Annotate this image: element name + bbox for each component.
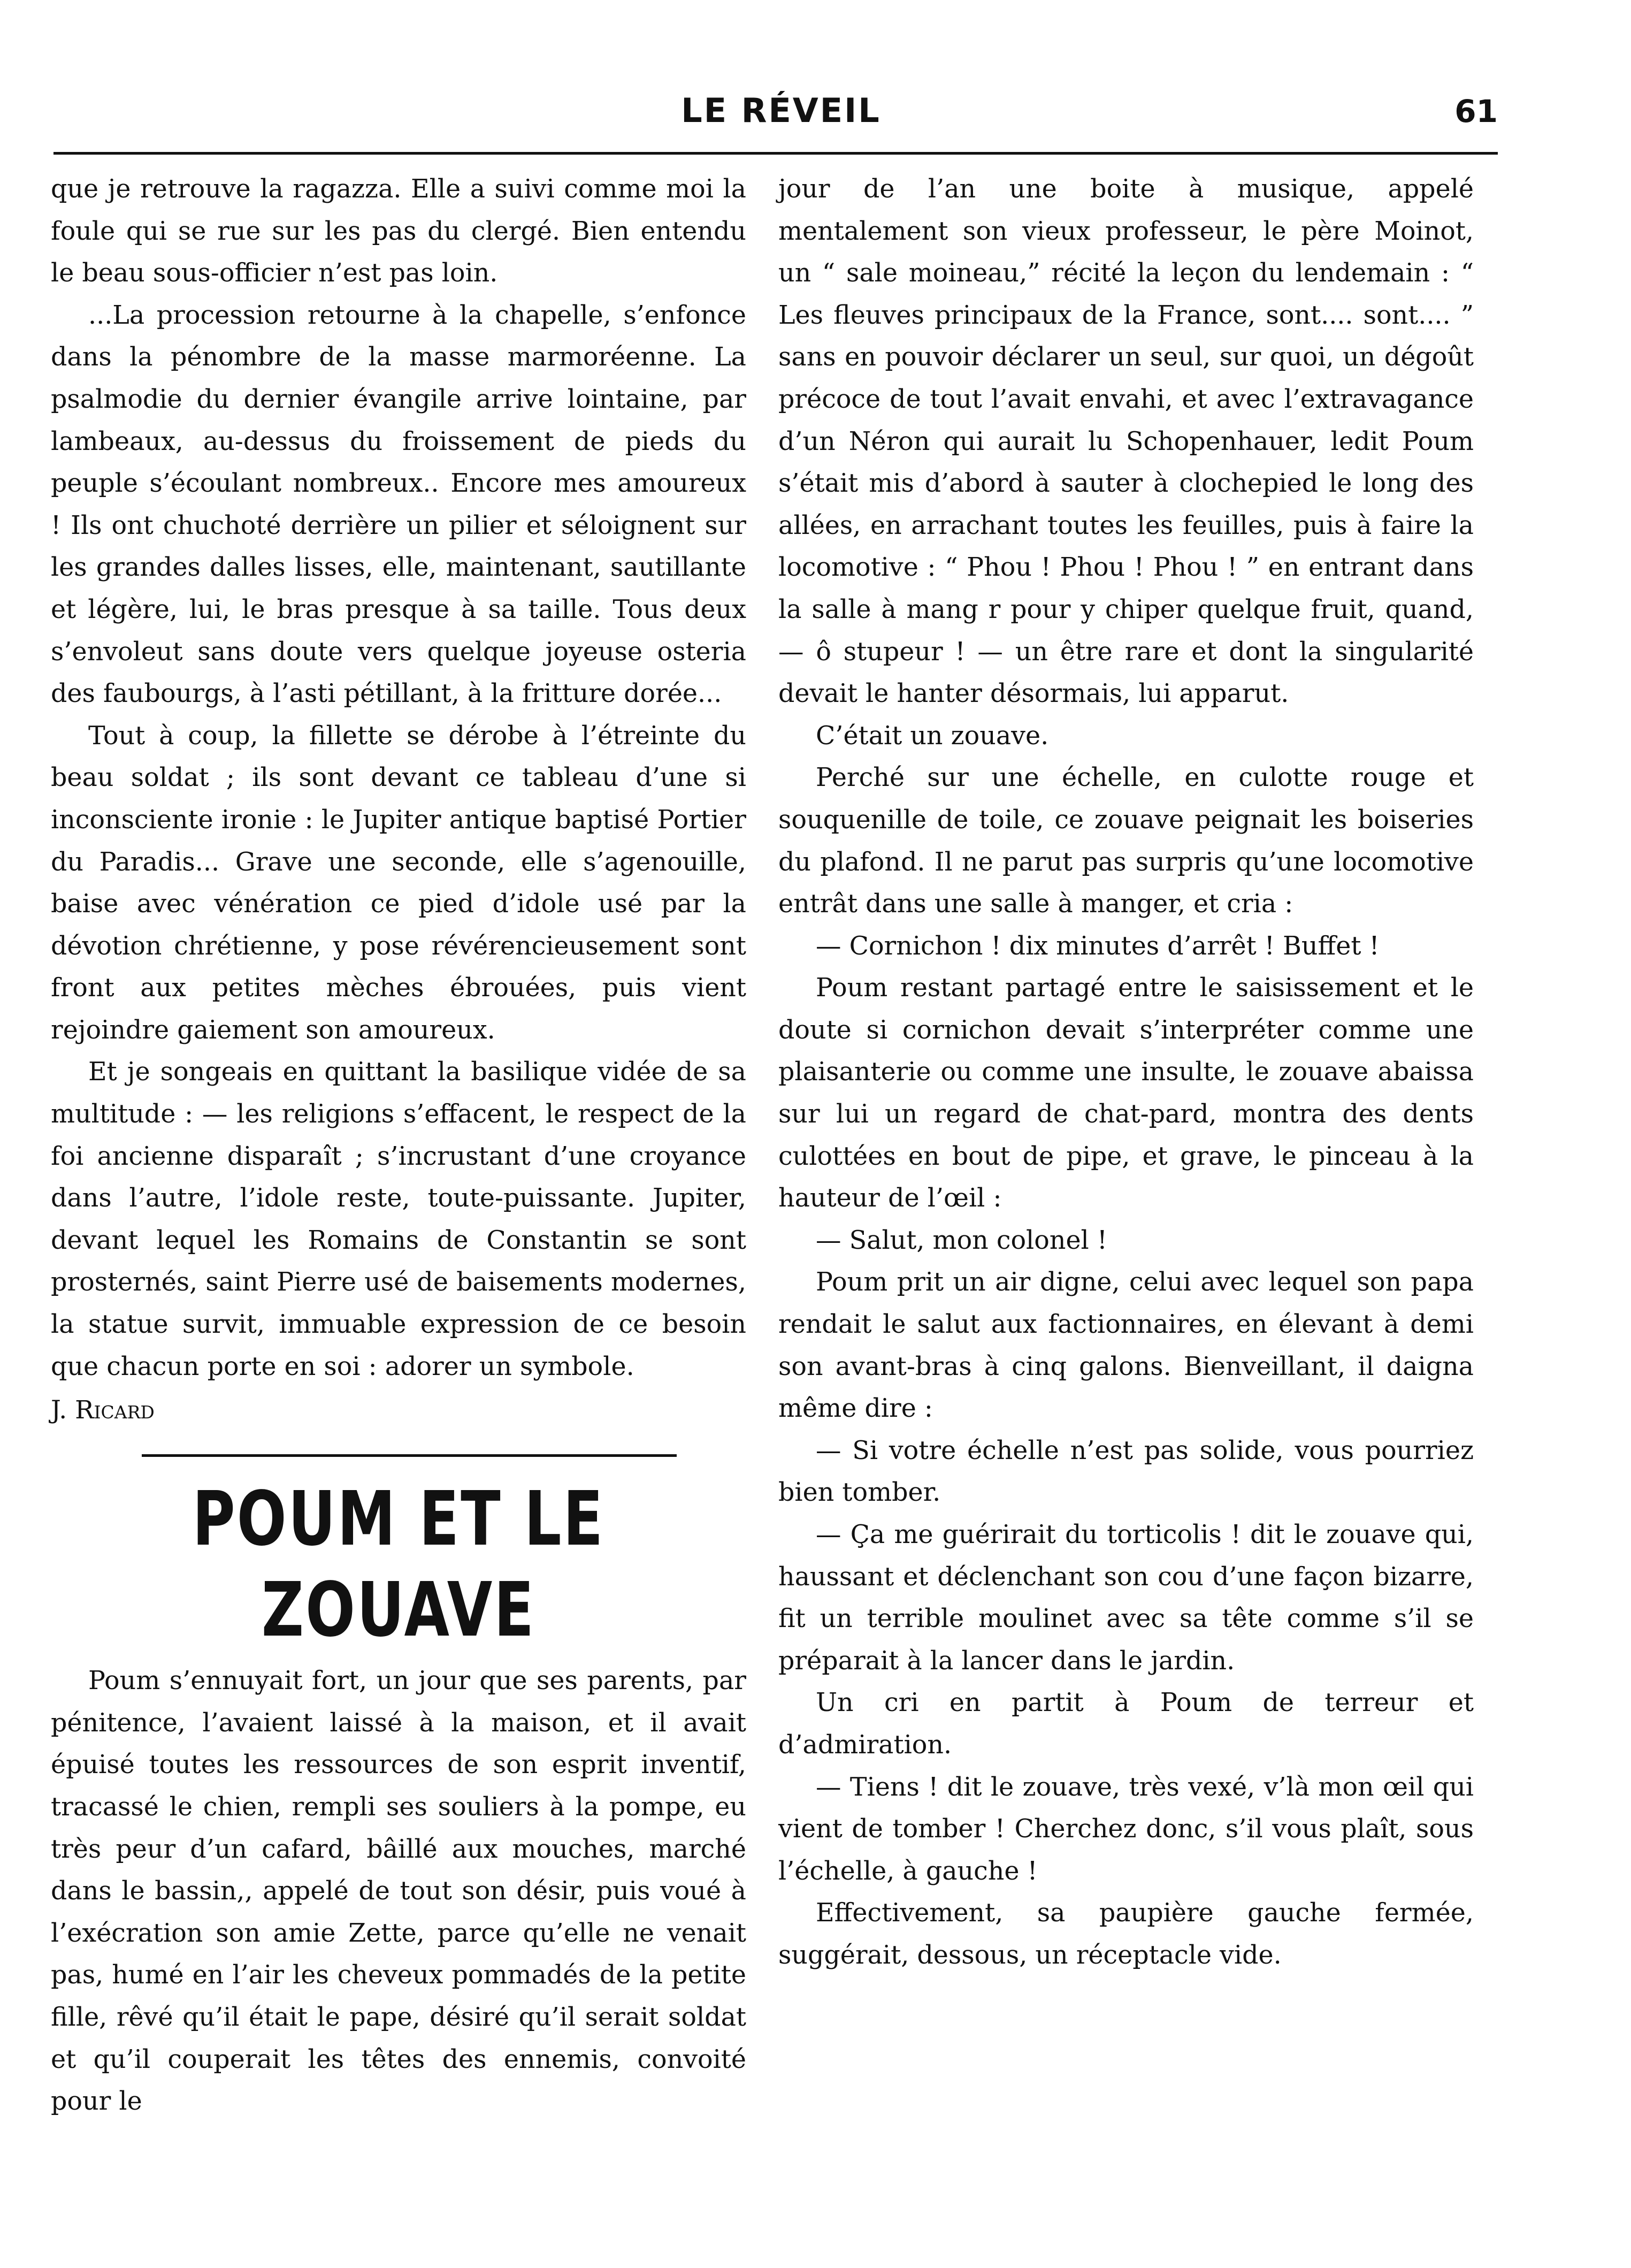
paragraph: — Ça me guérirait du torticolis ! dit le zouave qui, haussant et déclenchant son cou d’une façon bizarre, fit un terrible moulinet avec sa tête comme s’il se préparait à la lancer dans le jardin. xyxy=(778,1520,1474,1676)
page-number: 61 xyxy=(1454,93,1498,129)
running-title: LE RÉVEIL xyxy=(681,91,881,130)
paragraph: — Si votre échelle n’est pas solide, vous pourriez bien tomber. xyxy=(778,1435,1474,1508)
paragraph: Et je songeais en quittant la basilique vidée de sa multitude : — les religions s’effacent, le respect de la foi ancienne disparaît ; s’incrustant d’une croyance dans l’autre, l’idole reste, toute-puissante. Jupiter, devant lequel les Romains de Constantin se sont prosternés, saint Pierre usé de baisements modernes, la statue survit, immuable expression de ce besoin que chacun porte en soi : adorer un symbole. xyxy=(51,1057,746,1381)
paragraph: — Cornichon ! dix minutes d’arrêt ! Buffet ! xyxy=(816,931,1380,961)
paragraph: jour de l’an une boite à musique, appelé mentalement son vieux professeur, le père Moinot, un “ sale moineau,” récité la leçon du lendemain : “ Les fleuves principaux de la France, sont.... sont.... ” sans en pouvoir déclarer un seul, sur quoi, un dégoût précoce de tout l’avait envahi, et avec l’extravagance d’un Néron qui aurait lu Schopenhauer, ledit Poum s’était mis d’abord à sauter à clochepied le long des allées, en arrachant toutes les feuilles, puis à faire la locomotive : “ Phou ! Phou ! Phou ! ” en entrant dans la salle à mang r pour y chiper quelque fruit, quand, — ô stupeur ! — un être rare et dont la singularité devait le hanter désormais, lui apparut. xyxy=(778,174,1474,709)
section-divider xyxy=(142,1454,677,1457)
left-column xyxy=(51,169,746,2123)
paragraph: ...La procession retourne à la chapelle, s’enfonce dans la pénombre de la masse marmoréenne. La psalmodie du dernier évangile arrive lointaine, par lambeaux, au-dessus du froissement de pieds du peuple s’écoulant nombreux.. Encore mes amoureux ! Ils ont chuchoté derrière un pilier et séloignent sur les grandes dalles lisses, elle, maintenant, sautillante et légère, lui, le bras presque à sa taille. Tous deux s’envoleut sans doute vers quelque joyeuse osteria des faubourgs, à l’asti pétillant, à la fritture dorée... xyxy=(51,300,746,709)
paragraph: C’était un zouave. xyxy=(816,721,1049,751)
paragraph: Un cri en partit à Poum de terreur et d’admiration. xyxy=(778,1688,1474,1760)
author-signature: J. Ricard xyxy=(51,1395,155,1425)
paragraph: Effectivement, sa paupière gauche fermée, suggérait, dessous, un réceptacle vide. xyxy=(778,1898,1474,1970)
paragraph: Perché sur une échelle, en culotte rouge et souquenille de toile, ce zouave peignait les boiseries du plafond. Il ne parut pas surpris qu’une locomotive entrât dans une salle à manger, et cria : xyxy=(778,763,1474,919)
paragraph: Poum restant partagé entre le saisissement et le doute si cornichon devait s’interpréter comme une plaisanterie ou comme une insulte, le zouave abaissa sur lui un regard de chat-pard, montra des dents culottées en bout de pipe, et grave, le pinceau à la hauteur de l’œil : xyxy=(778,973,1474,1213)
right-column xyxy=(778,169,1474,1977)
paragraph: Tout à coup, la fillette se dérobe à l’étreinte du beau soldat ; ils sont devant ce tableau d’une si inconsciente ironie : le Jupiter antique baptisé Portier du Paradis... Grave une seconde, elle s’agenouille, baise avec vénération ce pied d’idole usé par la dévotion chrétienne, y pose révérencieusement sont front aux petites mèches ébrouées, puis vient rejoindre gaiement son amoureux. xyxy=(51,721,746,1045)
section-title: POUM ET LE ZOUAVE xyxy=(192,1476,605,1654)
paragraph: Poum s’ennuyait fort, un jour que ses parents, par pénitence, l’avaient laissé à la maison, et il avait épuisé toutes les ressources de son esprit inventif, tracassé le chien, rempli ses souliers à la pompe, eu très peur d’un cafard, bâillé aux mouches, marché dans le bassin,, appelé de tout son désir, puis voué à l’exécration son amie Zette, parce qu’elle ne venait pas, humé en l’air les cheveux pommadés de la petite fille, rêvé qu’il était le pape, désiré qu’il serait soldat et qu’il couperait les têtes des ennemis, convoité pour le xyxy=(51,1666,746,2117)
paragraph: — Tiens ! dit le zouave, très vexé, v’là mon œil qui vient de tomber ! Cherchez donc, s’il vous plaît, sous l’échelle, à gauche ! xyxy=(778,1772,1474,1886)
paragraph: — Salut, mon colonel ! xyxy=(816,1225,1107,1255)
paragraph: Poum prit un air digne, celui avec lequel son papa rendait le salut aux factionnaires, en élevant à demi son avant-bras à cinq galons. Bienveillant, il daigna même dire : xyxy=(778,1267,1474,1424)
header-rule xyxy=(53,152,1498,155)
page-header xyxy=(64,91,1498,150)
paragraph: que je retrouve la ragazza. Elle a suivi comme moi la foule qui se rue sur les pas du clergé. Bien entendu le beau sous-officier n’est pas loin. xyxy=(51,174,746,288)
